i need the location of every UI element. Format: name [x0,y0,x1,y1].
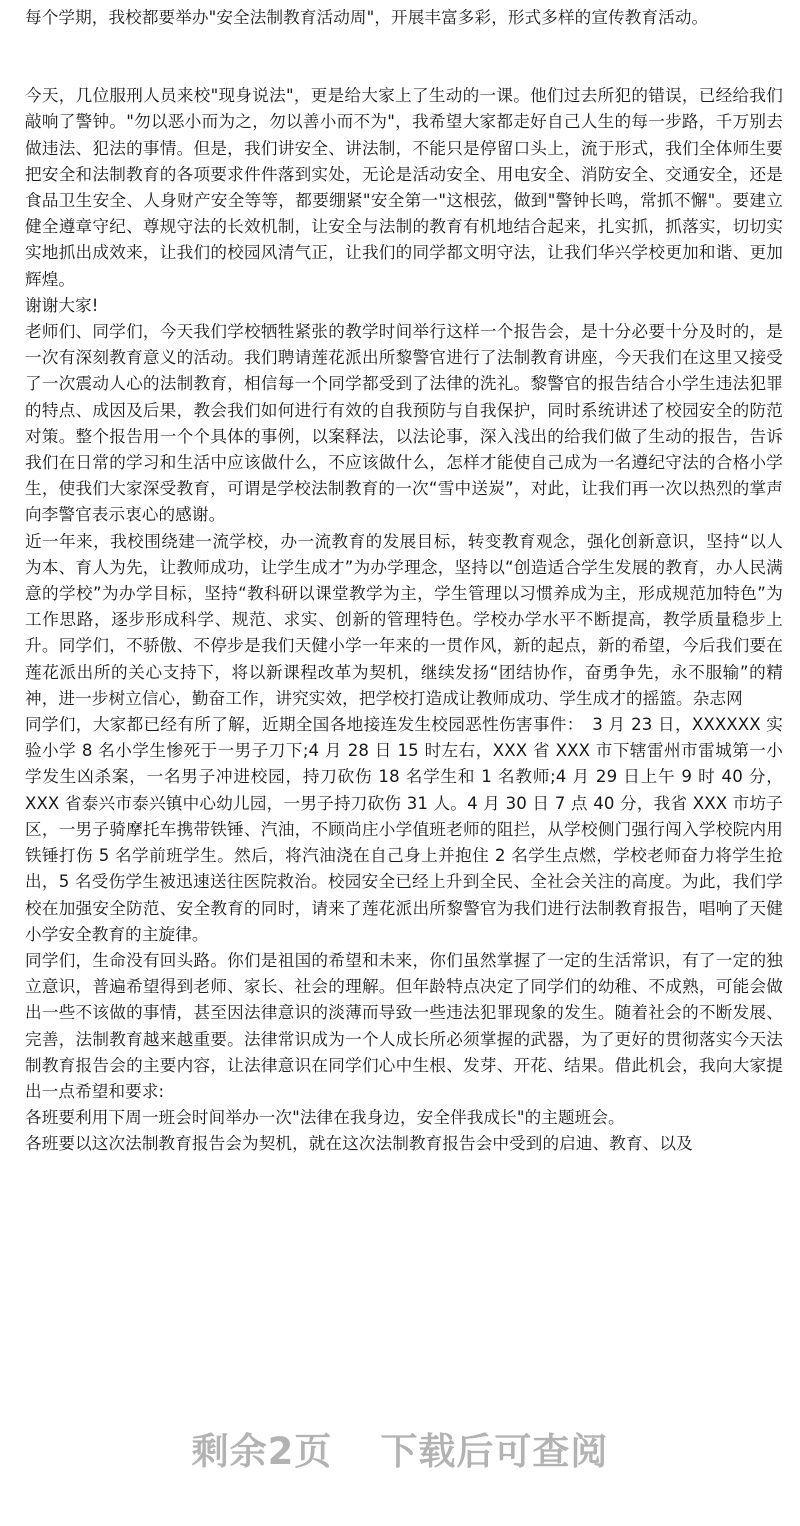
paragraph-life-no-return: 同学们，生命没有回头路。你们是祖国的希望和未来，你们虽然掌握了一定的生活常识，有了一定的独立意识，普遍希望得到老师、家长、社会的理解。但年龄特点决定了同学们的幼稚、不成熟，可能会做出一些不该做的事情，甚至因法律意识的淡薄而导致一些违法犯罪现象的发生。随着社会的不断发展、完善，法制教育越来越重要。法律常识成为一个人成长所必须掌握的武器，为了更好的贯彻落实今天法制教育报告会的主要内容，让法律意识在同学们心中生根、发芽、开花、结果。借此机会，我向大家提出一点希望和要求: [25,950,783,1101]
paragraph-report-meeting: 老师们、同学们，今天我们学校牺牲紧张的教学时间举行这样一个报告会，是十分必要十分及时的，是一次有深刻教育意义的活动。我们聘请莲花派出所黎警官进行了法制教育讲座，今天我们在这里又接受了一次震动人心的法制教育，相信每一个同学都受到了法律的洗礼。黎警官的报告结合小学生违法犯罪的特点、成因及后果，教会我们如何进行有效的自我预防与自我保护，同时系统讲述了校园安全的防范对策。整个报告用一个个具体的事例，以案释法，以法论事，深入浅出的给我们做了生动的报告，告诉我们在日常的学习和生活中应该做什么，不应该做什么，怎样才能使自己成为一名遵纪守法的合格小学生，使我们大家深受教育，可谓是学校法制教育的一次“雪中送炭”，对此，让我们再一次以热烈的掌声向李警官表示衷心的感谢。 [25,322,783,525]
paragraph-class-inspiration: 各班要以这次法制教育报告会为契机，就在这次法制教育报告会中受到的启迪、教育、以及 [25,1134,693,1154]
paragraph-activity-week: 每个学期，我校都要举办"安全法制教育活动周"，开展丰富多彩，形式多样的宣传教育活动。 [25,8,709,27]
paragraph-school-year: 近一年来，我校围绕建一流学校，办一流教育的发展目标，转变教育观念，强化创新意识，坚持“以人为本、育人为先，让教师成功，让学生成才”为办学理念，坚持以“创造适合学生发展的教育，办人民满意的学校”为办学目标，坚持“教科研以课堂教学为主，学生管理以习惯养成为主，形成规范加特色”为工作思路，逐步形成科学、规范、求实、创新的管理特色。学校办学水平不断提高，教学质量稳步上升。同学们，不骄傲、不停步是我们天健小学一年来的一贯作风，新的起点，新的希望，今后我们要在莲花派出所的关心支持下，将以新课程改革为契机，继续发扬“团结协作，奋勇争先，永不服输”的精神，进一步树立信心，勤奋工作，讲究实效，把学校打造成让教师成功、学生成才的摇篮。杂志网 [25,531,783,708]
section-heading-text [25,0,209,5]
paragraph-class-meeting: 各班要利用下周一班会时间举办一次"法律在我身边，安全伴我成长"的主题班会。 [25,1108,625,1128]
document-body [25,0,783,1158]
download-banner[interactable] [0,1420,800,1484]
remaining-pages-label: 剩余2页 [191,1430,333,1473]
section-heading-cut [25,0,783,5]
paragraph-inmates-talk: 今天，几位服刑人员来校"现身说法"，更是给大家上了生动的一课。他们过去所犯的错误，已经给我们敲响了警钟。"勿以恶小而为之，勿以善小而不为"，我希望大家都走好自己人生的每一步路，千万别去做违法、犯法的事情。但是，我们讲安全、讲法制，不能只是停留口头上，流于形式，我们全体师生要把安全和法制教育的各项要求件件落到实处，无论是活动安全、用电安全、消防安全、交通安全，还是食品卫生安全、人身财产安全等等，都要绷紧"安全第一"这根弦，做到"警钟长鸣，常抓不懈"。要建立健全遵章守纪、尊规守法的长效机制，让安全与法制的教育有机地结合起来，扎实抓，抓落实，切切实实地抓出成效来，让我们的校园风清气正，让我们的同学都文明守法，让我们华兴学校更加和谐、更加辉煌。 [25,86,783,289]
blank-gap [25,31,783,83]
paragraph-thanks: 谢谢大家! [25,295,99,315]
download-hint-label: 下载后可查阅 [380,1430,609,1473]
paragraph-campus-incidents: 同学们，大家都已经有所了解，近期全国各地接连发生校园恶性伤害事件： 3 月 23 日，XXXXXX 实验小学 8 名小学生惨死于一男子刀下;4 月 28 日 15 时左右，XXX 省 XXX 市下辖雷州市雷城第一小学发生凶杀案，一名男子冲进校园，持刀砍伤 18 名学生和 1 名教师;4 月 29 日上午 9 时 40 分，XXX 省泰兴市泰兴镇中心幼儿园，一男子持刀砍伤 31 人。4 月 30 日 7 点 40 分，我省 XXX 市坊子区，一男子骑摩托车携带铁锤、汽油，不顾尚庄小学值班老师的阻拦，从学校侧门强行闯入学校院内用铁锤打伤 5 名学前班学生。然后，将汽油浇在自己身上并抱住 2 名学生点燃，学校老师奋力将学生抢出，5 名受伤学生被迅速送往医院救治。校园安全已经上升到全民、全社会关注的高度。为此，我们学校在加强安全防范、安全教育的同时，请来了莲花派出所黎警官为我们进行法制教育报告，唱响了天健小学安全教育的主旋律。 [25,715,783,944]
